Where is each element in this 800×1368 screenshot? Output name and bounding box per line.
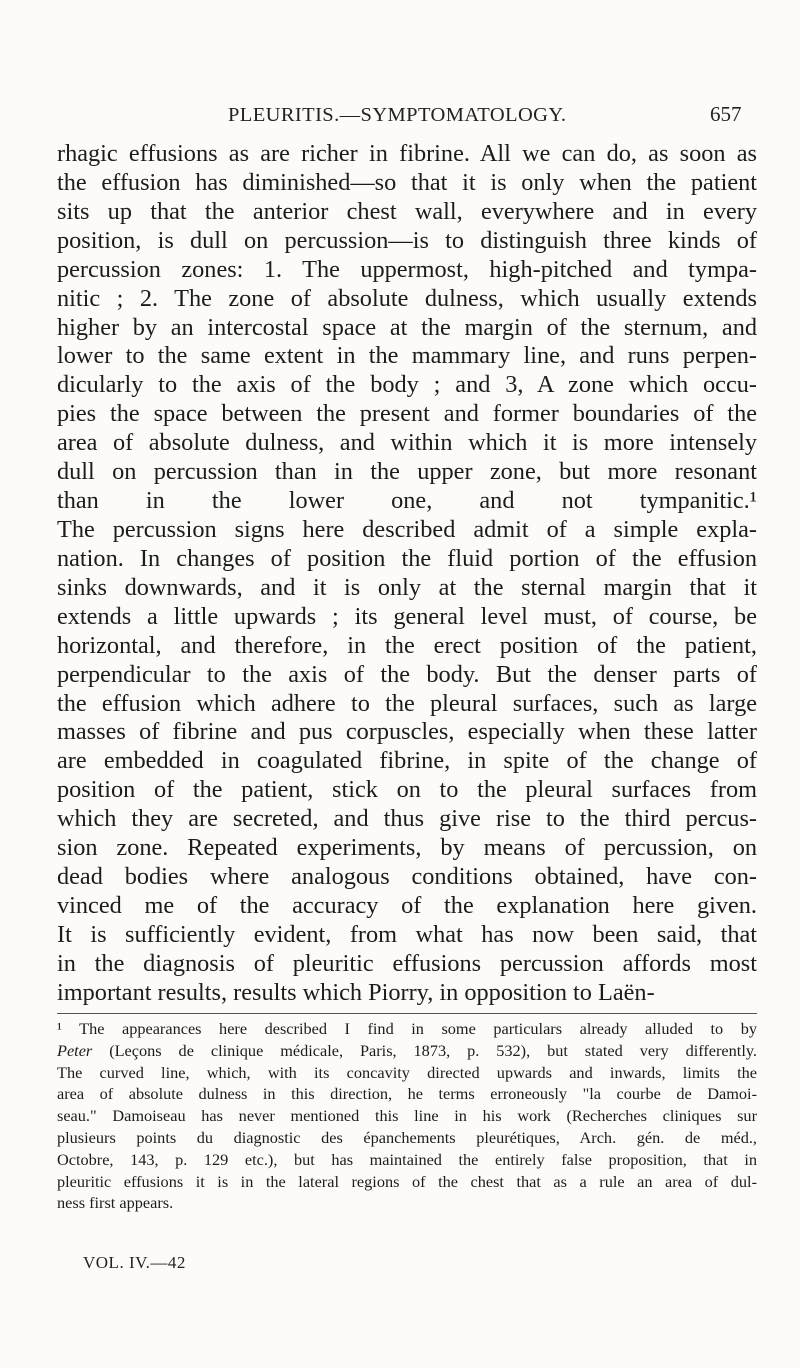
body-text-line: The percussion signs here described admit of a simple expla- (57, 515, 757, 543)
body-text-line: perpendicular to the axis of the body. But the denser parts of (57, 660, 757, 688)
body-text-line: dull on percussion than in the upper zone, but more resonant (57, 458, 757, 486)
footnote-line: The curved line, which, with its concavity directed upwards and inwards, limits the (57, 1062, 757, 1082)
body-text-line: pies the space between the present and former boundaries of the (57, 400, 757, 428)
body-text-line: the effusion has diminished—so that it is only when the patient (57, 168, 757, 196)
footnote-line: ¹ The appearances here described I find in some particulars already alluded to by (57, 1019, 757, 1038)
body-text-line: important results, results which Piorry, in opposition to Laën- (57, 978, 655, 1006)
body-text-line: nation. In changes of position the fluid portion of the effusion (57, 544, 757, 572)
body-text-line: the effusion which adhere to the pleural surfaces, such as large (57, 689, 757, 717)
body-text-line: position, is dull on percussion—is to distinguish three kinds of (57, 226, 757, 254)
body-text-line: sits up that the anterior chest wall, everywhere and in every (57, 197, 757, 225)
body-text-line: higher by an intercostal space at the margin of the sternum, and (57, 313, 757, 341)
author-name: Peter (57, 1040, 93, 1060)
footnote (57, 1018, 757, 1214)
body-text-line: extends a little upwards ; its general level must, of course, be (57, 602, 757, 630)
body-text-line: in the diagnosis of pleuritic effusions percussion affords most (57, 949, 757, 977)
footnote-line: ness first appears. (57, 1193, 174, 1213)
body-text-line: horizontal, and therefore, in the erect position of the patient, (57, 631, 757, 659)
signature-mark: VOL. IV.—42 (83, 1253, 186, 1272)
main-text (57, 140, 757, 1008)
page-number: 657 (710, 102, 742, 126)
body-text-line: sion zone. Repeated experiments, by means of percussion, on (57, 834, 757, 862)
body-text-line: are embedded in coagulated fibrine, in spite of the change of (57, 747, 757, 775)
body-text-line: position of the patient, stick on to the pleural surfaces from (57, 776, 757, 804)
body-text-line: dead bodies where analogous conditions obtained, have con- (57, 863, 757, 891)
footnote-divider (57, 1013, 757, 1014)
body-text-line: than in the lower one, and not tympanitic.¹ (57, 487, 757, 515)
footnote-line: pleuritic effusions it is in the lateral regions of the chest that as a rule an area of dul- (57, 1171, 757, 1191)
footnote-line: area of absolute dulness in this direction, he terms erroneously "la courbe de Damoi- (57, 1084, 757, 1104)
footnote-line: plusieurs points du diagnostic des épanchements pleurétiques, Arch. gén. de méd., (57, 1127, 757, 1147)
body-text-line: vinced me of the accuracy of the explanation here given. (57, 891, 757, 919)
footnote-line: seau." Damoiseau has never mentioned this line in his work (Recherches cliniques sur (57, 1106, 757, 1126)
body-text-line: area of absolute dulness, and within which it is more intensely (57, 429, 757, 457)
footnote-line: Octobre, 143, p. 129 etc.), but has maintained the entirely false proposition, that in (57, 1149, 757, 1169)
body-text-line: masses of fibrine and pus corpuscles, especially when these latter (57, 718, 757, 746)
body-text-line: which they are secreted, and thus give rise to the third percus- (57, 805, 757, 833)
running-title: PLEURITIS.—SYMPTOMATOLOGY. (228, 104, 567, 126)
body-text-line: nitic ; 2. The zone of absolute dulness, which usually extends (57, 284, 757, 312)
body-text-line: lower to the same extent in the mammary line, and runs perpen- (57, 342, 757, 370)
body-text-line: sinks downwards, and it is only at the sternal margin that it (57, 573, 757, 601)
body-text-line: It is sufficiently evident, from what has now been said, that (57, 920, 757, 948)
footnote-line: Peter (Leçons de clinique médicale, Paris, 1873, p. 532), but stated very differently. (57, 1040, 757, 1060)
body-text-line: dicularly to the axis of the body ; and 3, A zone which occu- (57, 371, 757, 399)
body-text-line: rhagic effusions as are richer in fibrine. All we can do, as soon as (57, 140, 757, 167)
body-text-line: percussion zones: 1. The uppermost, high-pitched and tympa- (57, 255, 757, 283)
